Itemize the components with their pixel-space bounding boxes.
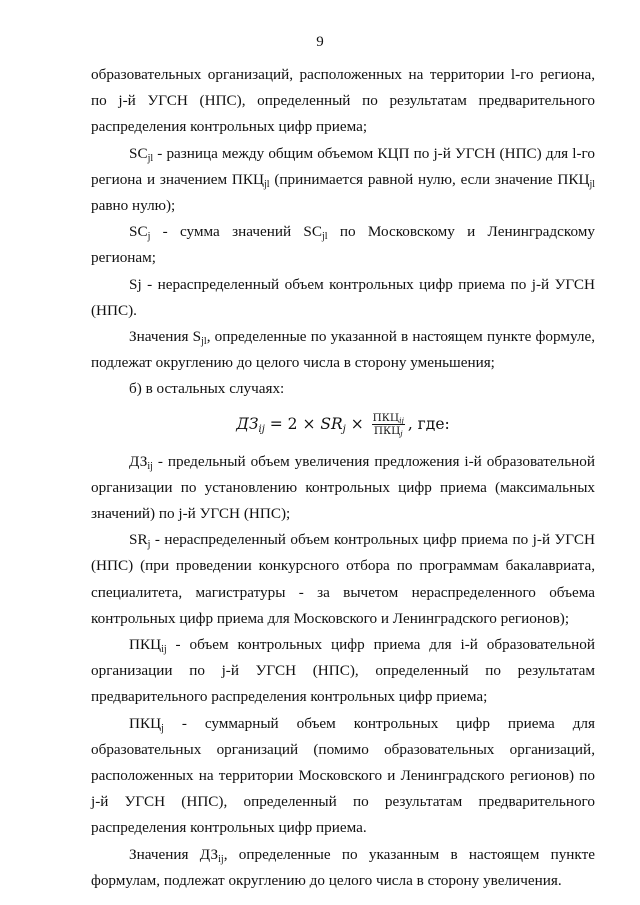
text: (принимается равной нулю, если значение ПКЦ bbox=[269, 170, 590, 188]
text: - предельный объем увеличения предложения i-й образовательной организации по установлению контрольных цифр приема (максимальных значений) по j-й УГСН (НПС); bbox=[91, 452, 595, 523]
fraction-denominator: $ПКЦ_j$ bbox=[373, 425, 403, 439]
text: ПКЦ bbox=[129, 636, 162, 654]
page-number: 9 bbox=[316, 34, 324, 50]
text: - объем контрольных цифр приема для i-й образовательной организации по j-й УГСН (НПС), определенный по результатам предварительного распределения контрольных цифр приема; bbox=[91, 636, 595, 706]
subscript: ij bbox=[258, 423, 265, 435]
text: Значения ДЗ bbox=[129, 845, 219, 863]
formula-sr: SR bbox=[320, 414, 343, 433]
text: , определенные по указанной в настоящем пункте формуле, подлежат округлению до целого числа в сторону уменьшения; bbox=[91, 328, 595, 372]
paragraph-continuation: образовательных организаций, расположенных на территории l-го региона, по j-й УГСН (НПС), определенный по результатам предварительного распределения контрольных цифр приема; bbox=[91, 66, 595, 136]
text: равно нулю); bbox=[91, 197, 176, 215]
text: по Московскому и Ленинградскому регионам; bbox=[91, 223, 596, 267]
text: Значения S bbox=[129, 328, 202, 346]
text: , определенные по указанным в настоящем пункте формулам, подлежат округлению до целого числа в сторону увеличения. bbox=[91, 845, 595, 889]
text: SR bbox=[129, 531, 148, 549]
formula-lhs: ДЗ bbox=[236, 414, 259, 433]
paragraph-srj-definition bbox=[91, 527, 595, 632]
formula-operator: = 2 × bbox=[264, 414, 321, 433]
formula-fraction bbox=[372, 412, 405, 437]
text: ДЗ bbox=[129, 452, 148, 470]
paragraph-other-cases: б) в остальных случаях: bbox=[129, 380, 285, 398]
text: - сумма значений SC bbox=[150, 223, 322, 241]
paragraph-scjl-definition bbox=[91, 141, 595, 220]
subscript: jl bbox=[147, 152, 154, 164]
paragraph-sjl-rounding bbox=[91, 324, 595, 376]
fraction-numerator: $ПКЦ_{ij}$ bbox=[372, 412, 404, 426]
subscript: ij bbox=[218, 853, 224, 865]
subscript: ij bbox=[147, 460, 153, 472]
text: - разница между общим объемом КЦП по j-й УГСН (НПС) для l-го региона и значением ПКЦ bbox=[91, 144, 595, 188]
subscript: j bbox=[147, 231, 151, 243]
formula-tail: , где: bbox=[407, 414, 450, 433]
subscript: jl bbox=[201, 336, 207, 348]
paragraph-sj-definition: Sj - нераспределенный объем контрольных цифр приема по j-й УГСН (НПС). bbox=[91, 275, 595, 319]
subscript: j bbox=[147, 539, 151, 551]
term-sc: SC bbox=[129, 144, 148, 162]
paragraph-pkcj-definition bbox=[91, 711, 595, 842]
paragraph-pkcij-definition bbox=[91, 632, 595, 711]
paragraph-dz-rounding bbox=[91, 842, 595, 894]
formula-operator: × bbox=[345, 414, 369, 433]
subscript: ij bbox=[161, 644, 167, 656]
subscript: j bbox=[342, 423, 346, 435]
text: - нераспределенный объем контрольных цифр приема по j-й УГСН (НПС) (при проведении конкурсного отбора по программам бакалавриата, специалитета, магистратуры - за вычетом нераспределенного объема контрольных цифр приема для Московского и Ленинградского регионов); bbox=[91, 531, 595, 627]
subscript: jl bbox=[263, 178, 270, 190]
subscript: j bbox=[161, 722, 164, 734]
paragraph-dz-definition bbox=[91, 449, 595, 528]
text: ПКЦ bbox=[129, 714, 162, 732]
document-body bbox=[91, 62, 595, 894]
term-sc: SC bbox=[129, 223, 148, 241]
formula-dz bbox=[91, 407, 595, 441]
subscript: jl bbox=[321, 231, 328, 243]
subscript: jl bbox=[589, 178, 595, 190]
text: - суммарный объем контрольных цифр приема для образовательных организаций (помимо образовательных организаций, расположенных на территории Московского и Ленинградского регионов) по j-й УГСН (НПС), определенный по результатам предварительного распределения контрольных цифр приема. bbox=[91, 714, 595, 837]
paragraph-scj-definition bbox=[91, 219, 595, 271]
